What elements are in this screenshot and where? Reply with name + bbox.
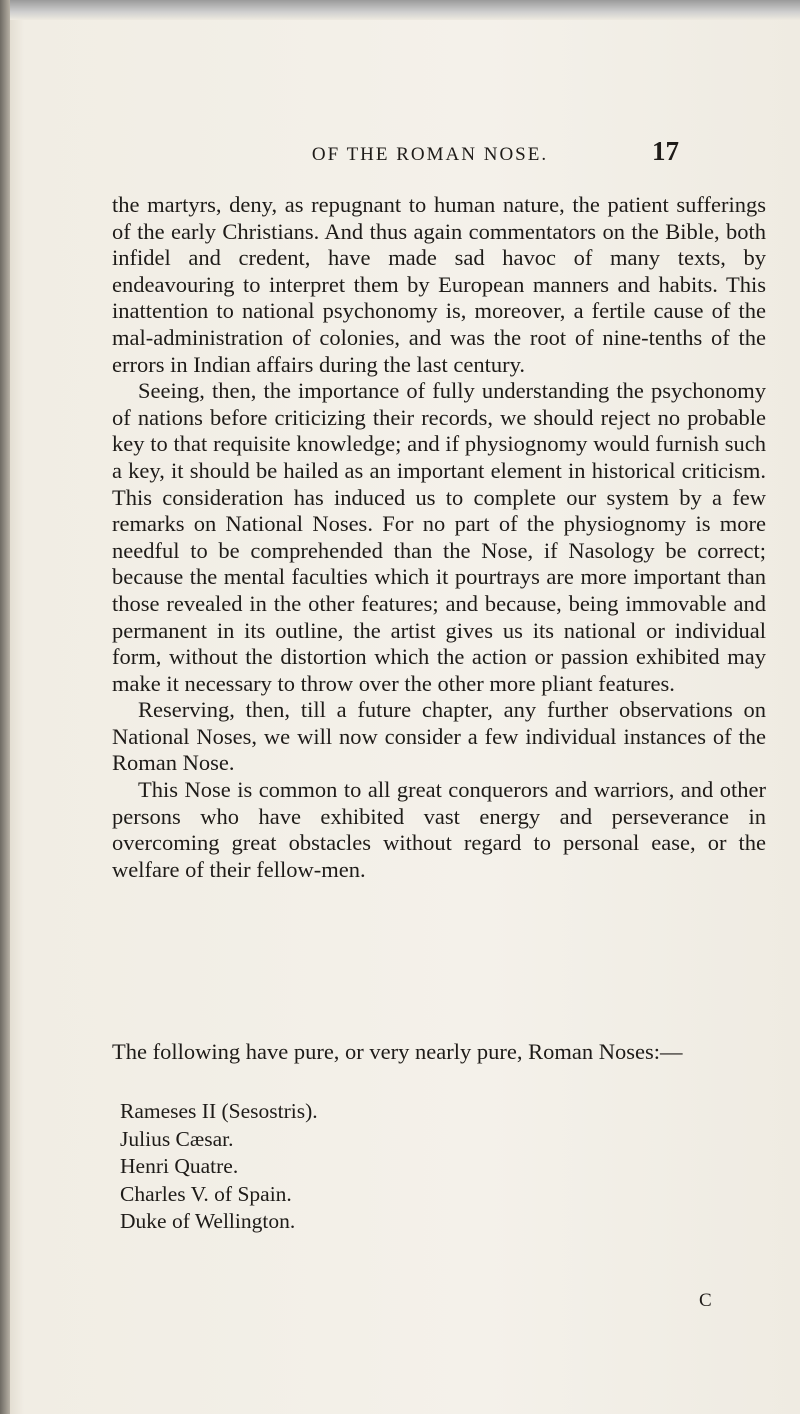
scan-top-edge bbox=[0, 0, 800, 20]
page-gutter-shadow bbox=[0, 0, 10, 1414]
paragraph-3: Reserving, then, till a future chapter, any further observations on National Noses, we will now consider a few individual instances of the Roman Nose. bbox=[112, 697, 766, 776]
list-intro: The following have pure, or very nearly pure, Roman Noses:— bbox=[112, 1039, 683, 1064]
list-item: Charles V. of Spain. bbox=[120, 1181, 292, 1206]
paragraph-4: This Nose is common to all great conquerors and warriors, and other persons who have exhibited vast energy and perseverance in overcoming great obstacles without regard to personal ease, or the welfare of their fellow-men. bbox=[112, 777, 766, 882]
list-item: Henri Quatre. bbox=[120, 1154, 239, 1178]
paragraph-1: the martyrs, deny, as repugnant to human nature, the patient sufferings of the early Christians. And thus again commentators on the Bible, both infidel and credent, have made sad havoc of many texts, by endeavouring to interpret them by European manners and habits. This inattention to national psychonomy is, moreover, a fertile cause of the mal-administration of colonies, and was the root of nine-tenths of the errors in Indian affairs during the last century. bbox=[112, 192, 766, 377]
paragraph-2: Seeing, then, the importance of fully understanding the psychonomy of nations before criticizing their records, we should reject no probable key to that requisite knowledge; and if physiognomy would furnish such a key, it should be hailed as an important element in historical criticism. This consideration has induced us to complete our system by a few remarks on National Noses. For no part of the physiognomy is more needful to be comprehended than the Nose, if Nasology be correct; because the mental faculties which it pourtrays are more important than those revealed in the other features; and because, being immovable and permanent in its outline, the artist gives us its national or individual form, without the distortion which the action or passion exhibited may make it necessary to throw over the other more pliant features. bbox=[112, 378, 766, 696]
body-text bbox=[112, 192, 766, 883]
list-item: Duke of Wellington. bbox=[120, 1209, 296, 1233]
page-number: 17 bbox=[652, 136, 679, 166]
running-head: OF THE ROMAN NOSE. bbox=[311, 144, 549, 165]
list-item: Julius Cæsar. bbox=[120, 1126, 234, 1151]
list-item: Rameses II (Sesostris). bbox=[120, 1099, 318, 1123]
roman-nose-list bbox=[120, 1098, 520, 1236]
signature-mark: C bbox=[699, 1290, 712, 1311]
